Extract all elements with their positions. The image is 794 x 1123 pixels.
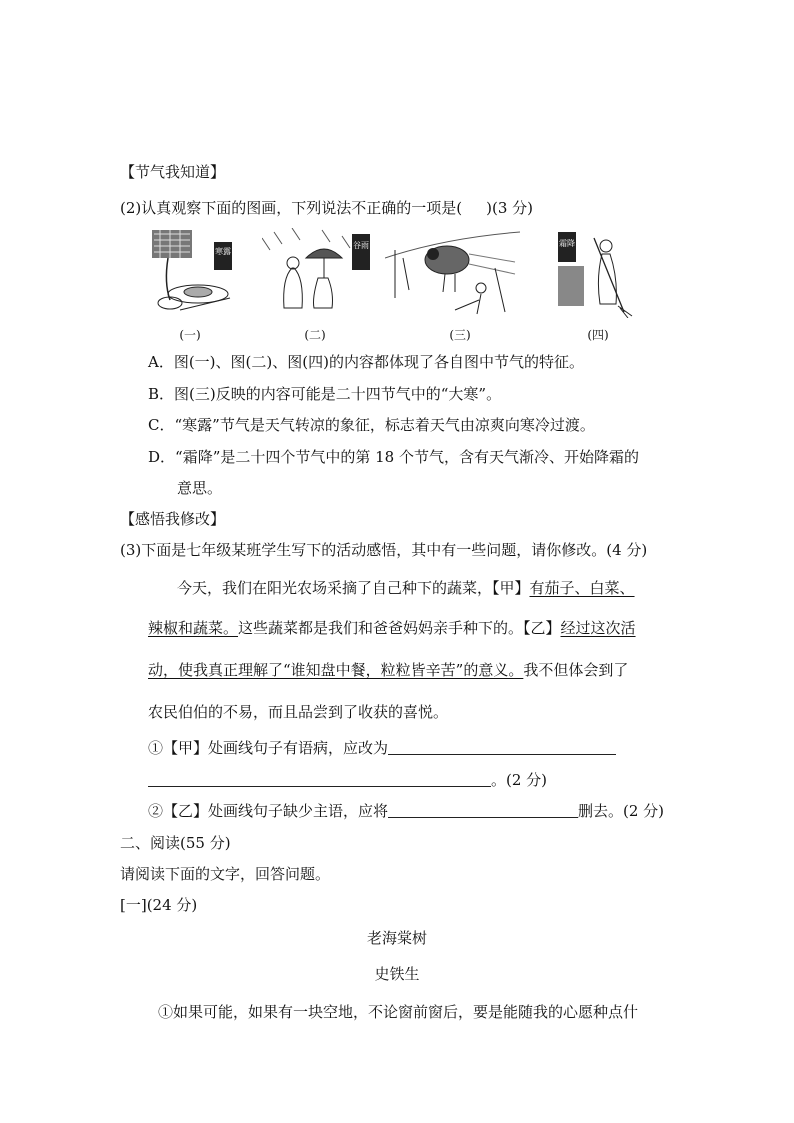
passage-line-3 xyxy=(148,660,628,680)
figure-2-grain-rain xyxy=(262,228,372,318)
sub2-end: 删去。(2 分) xyxy=(578,802,665,820)
option-c: C．“寒露”节气是天气转凉的象征，标志着天气由凉爽向寒冷过渡。 xyxy=(148,416,595,434)
p1-text: 今天，我们在阳光农场采摘了自己种下的蔬菜，【甲】 xyxy=(177,579,530,597)
passage-line-1 xyxy=(177,578,635,598)
part-2-title: 二、阅读(55 分) xyxy=(120,834,231,852)
option-d-continued: 意思。 xyxy=(177,479,223,497)
p2-underlined-2: 经过这次活 xyxy=(560,619,636,637)
q2-stem-end: )(3 分) xyxy=(486,199,533,217)
article-author: 史铁生 xyxy=(374,965,420,983)
caption-4: (四) xyxy=(587,328,609,342)
section-heading-feeling: 【感悟我修改】 xyxy=(120,510,226,528)
p2-underlined: 辣椒和蔬菜。 xyxy=(148,619,239,637)
caption-1: (一) xyxy=(179,328,201,342)
article-paragraph-1: ①如果可能，如果有一块空地，不论窗前窗后，要是能随我的心愿种点什 xyxy=(158,1003,639,1021)
sub-question-2 xyxy=(148,801,664,821)
option-d: D．“霜降”是二十四个节气中的第 18 个节气，含有天气渐冷、开始降霜的 xyxy=(148,448,639,466)
part-2-instruction: 请阅读下面的文字，回答问题。 xyxy=(120,865,331,883)
solar-term-figures xyxy=(150,228,650,346)
sub1-end: 。(2 分) xyxy=(491,771,548,789)
sub-question-1 xyxy=(148,738,616,758)
question-2-stem xyxy=(120,198,533,218)
caption-2: (二) xyxy=(304,328,326,342)
figure-4-frost-descent xyxy=(558,228,650,318)
passage-line-4: 农民伯伯的不易，而且品尝到了收获的喜悦。 xyxy=(148,703,449,721)
sub1-answer-blank-2[interactable] xyxy=(148,771,491,787)
passage-line-2 xyxy=(148,618,636,638)
question-3-stem: (3)下面是七年级某班学生写下的活动感悟，其中有一些问题，请你修改。(4 分) xyxy=(120,541,648,559)
p1-underlined: 有茄子、白菜、 xyxy=(529,579,635,597)
p3-underlined: 动，使我真正理解了“谁知盘中餐，粒粒皆辛苦”的意义。 xyxy=(148,661,524,679)
sub1-text: ①【甲】处画线句子有语病，应改为 xyxy=(148,739,389,757)
sub-question-1-continued xyxy=(148,770,547,790)
fig1-label: 寒露 xyxy=(215,247,231,256)
p3-text: 我不但体会到了 xyxy=(523,661,629,679)
fig4-label: 霜降 xyxy=(559,239,575,248)
section-heading-festival: 【节气我知道】 xyxy=(120,163,226,181)
fig2-label: 谷雨 xyxy=(353,241,369,250)
sub2-answer-blank[interactable] xyxy=(388,802,578,818)
caption-3: (三) xyxy=(449,328,471,342)
option-b: B．图(三)反映的内容可能是二十四节气中的“大寒”。 xyxy=(148,385,502,403)
article-title: 老海棠树 xyxy=(366,929,427,947)
q2-stem-text: (2)认真观察下面的图画，下列说法不正确的一项是( xyxy=(120,199,463,217)
sub1-answer-blank[interactable] xyxy=(388,739,616,755)
option-a: A．图(一)、图(二)、图(四)的内容都体现了各自图中节气的特征。 xyxy=(148,353,584,371)
reading-section-1: [一](24 分) xyxy=(120,896,198,914)
sub2-text: ②【乙】处画线句子缺少主语，应将 xyxy=(148,802,389,820)
p2-text: 这些蔬菜都是我们和爸爸妈妈亲手种下的。【乙】 xyxy=(238,619,561,637)
figure-1-cold-dew xyxy=(150,228,242,318)
figure-3-farming xyxy=(385,228,525,318)
